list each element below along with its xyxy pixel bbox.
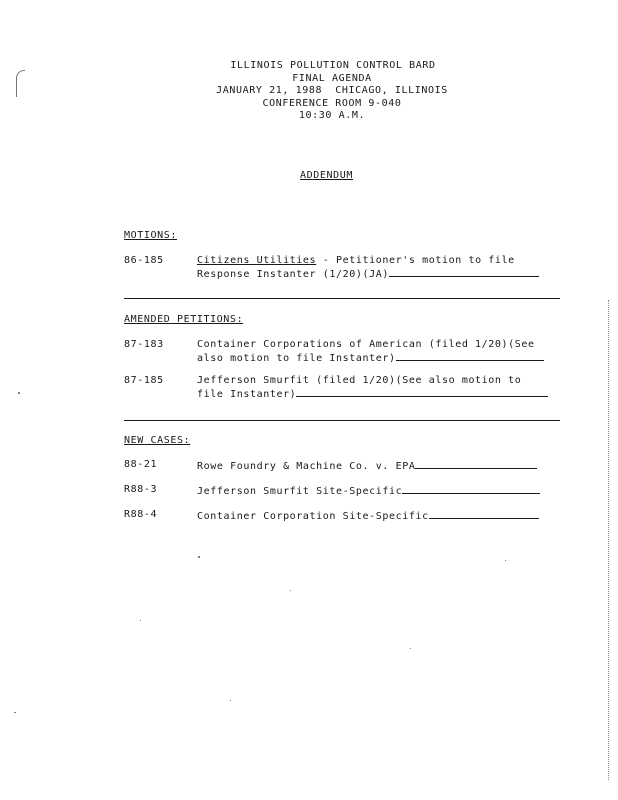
header-room: CONFERENCE ROOM 9-040 [262,97,402,109]
item-line-2-text: file Instanter) [197,389,297,400]
section-title-new-cases-text: NEW CASES [124,435,184,446]
item-text [197,255,567,281]
item-line-2 [197,267,567,281]
item-text [197,339,567,365]
scan-speck [410,648,411,649]
item-number: 87-185 [124,375,164,386]
item-text [197,509,567,523]
blank-line [415,459,537,469]
blank-line [402,484,540,494]
item-line-2 [197,351,567,365]
scan-speck [505,560,506,561]
section-divider [124,420,560,421]
scan-speck [140,620,141,621]
item-line-2-text: Response Instanter (1/20)(JA) [197,269,389,280]
scan-edge-artifact [608,300,610,780]
item-line-2-text: also motion to file Instanter) [197,353,396,364]
item-line-1: Container Corporations of American (filed 1/20)(See [197,339,535,350]
item-line-2 [197,387,567,401]
item-number: 88-21 [124,459,158,470]
scan-speck [230,700,231,701]
item-line-1 [197,255,567,267]
item-line-text: Jefferson Smurfit Site-Specific [197,486,403,497]
item-highlight: Citizens Utilities [197,255,317,266]
colon: : [170,230,177,241]
blank-line [429,509,539,519]
blank-line [389,267,539,277]
colon: : [236,314,244,325]
item-number: 87-183 [124,339,164,350]
scan-speck [290,590,291,591]
section-title-amended-text: AMENDED PETITIONS [124,314,237,325]
blank-line [396,351,544,361]
section-title-new-cases [124,435,190,446]
section-title-motions [124,230,177,241]
scan-speck [18,392,20,394]
header-agenda-type: FINAL AGENDA [292,72,372,84]
item-line-text: Container Corporation Site-Specific [197,511,429,522]
section-title-amended-petitions [124,314,243,325]
blank-line [296,387,548,397]
item-text [197,375,567,401]
header-time: 10:30 A.M. [298,110,366,121]
section-divider [124,298,560,299]
section-title-motions-text: MOTIONS [124,230,171,241]
scan-speck [14,712,16,713]
item-line-1-rest: - Petitioner's motion to file [316,255,515,266]
item-number: 86-185 [124,255,164,266]
colon: : [183,435,191,446]
scan-speck [198,556,200,558]
item-text [197,459,567,473]
addendum-title: ADDENDUM [300,170,353,181]
item-text [197,484,567,498]
item-line-1: Jefferson Smurfit (filed 1/20)(See also motion to [197,375,522,386]
header-date-location: JANUARY 21, 1988 CHICAGO, ILLINOIS [216,85,448,96]
agenda-header [0,60,618,123]
header-board-name: ILLINOIS POLLUTION CONTROL BARD [230,60,436,71]
item-number: R88-3 [124,484,158,495]
item-line-text: Rowe Foundry & Machine Co. v. EPA [197,461,416,472]
item-number: R88-4 [124,509,158,520]
